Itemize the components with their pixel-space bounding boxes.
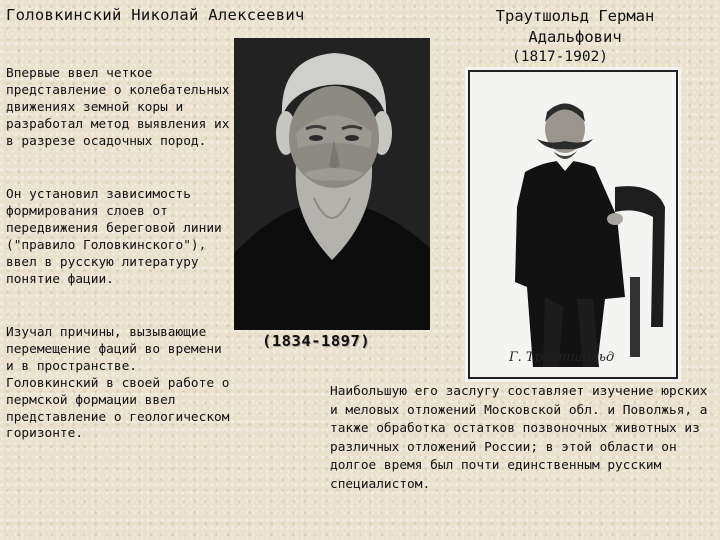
signature: Г. Траутшольд — [509, 350, 615, 365]
left-person-name: Головкинский Николай Алексеевич — [6, 6, 305, 24]
right-person-description: Наибольшую его заслугу составляет изучение юрских и меловых отложений Московской обл. и Поволжья, а также обработка остатков позвоночных животных из различных отложений России; в этой области он долгое время был почти единственным русским специалистом. — [330, 384, 708, 492]
left-person-years: (1834-1897) — [262, 332, 371, 350]
portrait-trautschold — [465, 67, 681, 382]
right-person-name: Траутшольд Герман Адальфович — [495, 7, 655, 46]
left-paragraph-1: Впервые ввел четкое представление о колебательных движениях земной коры и разработал метод выявления их в разрезе осадочных пород. — [6, 66, 230, 149]
portrait-golovkinsky — [234, 38, 430, 330]
right-person-years: (1817-1902) — [512, 49, 609, 65]
left-paragraph-3: Изучал причины, вызывающие перемещение фаций во времени и в пространстве. Головкинский в своей работе о пермской формации ввел представление о геологическом горизонте. — [6, 325, 230, 442]
left-paragraph-2: Он установил зависимость формирования слоев от передвижения береговой линии ("правило Головкинского"), ввел в русскую литературу понятие фации. — [6, 187, 222, 287]
